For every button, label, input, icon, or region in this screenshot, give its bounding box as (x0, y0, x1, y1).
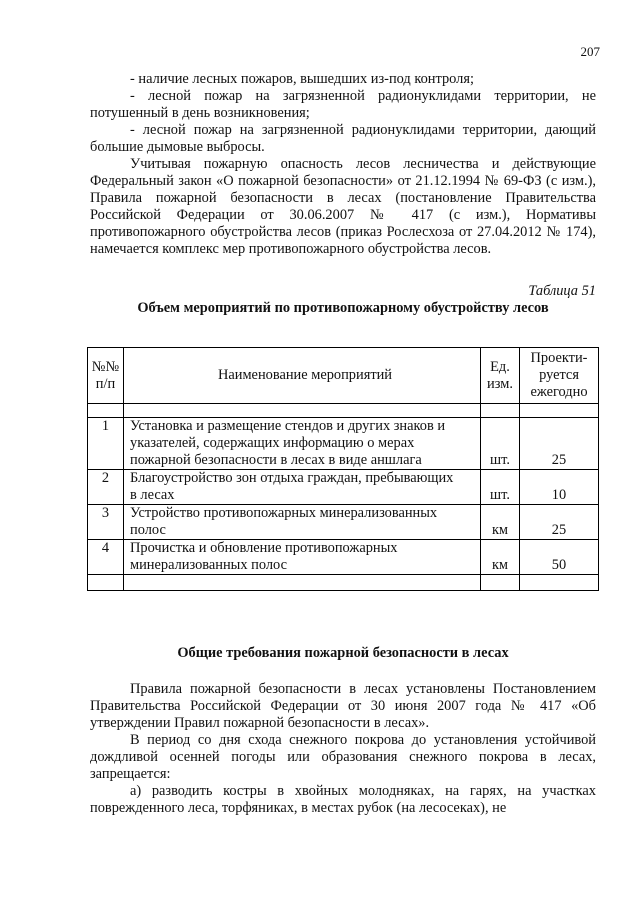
header-name: Наименование мероприятий (124, 348, 481, 404)
section-paragraph: Правила пожарной безопасности в лесах установлены Постановлением Правительства Российской Федерации от 30 июня 2007 года № 417 «Об утверждении Правил пожарной безопасности в лесах». (90, 681, 596, 731)
table-header-row (88, 348, 599, 404)
header-plan: Проекти- руется ежегодно (520, 348, 599, 404)
section-paragraph: а) разводить костры в хвойных молодняках, на гарях, на участках поврежденного леса, торфяниках, в местах рубок (на лесосеках), не (90, 783, 596, 816)
table-row: 2 Благоустройство зон отдыха граждан, пребывающих в лесах шт. 10 (88, 470, 599, 505)
table-title: Объем мероприятий по противопожарному обустройству лесов (137, 300, 549, 316)
table-spacer-row (88, 404, 599, 418)
section-paragraph: В период со дня схода снежного покрова до установления устойчивой дождливой осенней погоды или образования снежного покрова в лесах, запрещается: (90, 732, 596, 782)
bullet-item: - лесной пожар на загрязненной радионуклидами территории, не потушенный в день возникновения; (90, 88, 596, 121)
section-heading: Общие требования пожарной безопасности в лесах (177, 645, 509, 661)
page-number: 207 (580, 44, 600, 59)
bullet-item: - наличие лесных пожаров, вышедших из-под контроля; (130, 71, 474, 87)
table-row: 4 Прочистка и обновление противопожарных минерализованных полос км 50 (88, 540, 599, 575)
header-unit: Ед. изм. (481, 348, 520, 404)
table-row: 3 Устройство противопожарных минерализованных полос км 25 (88, 505, 599, 540)
table-row: 1 Установка и размещение стендов и других знаков и указателей, содержащих информацию о мерах пожарной безопасности в лесах в виде аншлага шт. 25 (88, 418, 599, 470)
measures-table (87, 347, 599, 591)
header-num: №№ п/п (88, 348, 124, 404)
table-caption: Таблица 51 (528, 283, 596, 299)
table-empty-row (88, 575, 599, 591)
intro-paragraph: Учитывая пожарную опасность лесов лесничества и действующие Федеральный закон «О пожарной безопасности» от 21.12.1994 № 69-ФЗ (с изм.), Правила пожарной безопасности в лесах (постановление Правительства Российской Федерации от 30.06.2007 № 417 (с изм.), Нормативы противопожарного обустройства лесов (приказ Рослесхоза от 27.04.2012 № 174), намечается комплекс мер противопожарного обустройства лесов. (90, 156, 596, 257)
bullet-item: - лесной пожар на загрязненной радионуклидами территории, дающий большие дымовые выбросы. (90, 122, 596, 155)
